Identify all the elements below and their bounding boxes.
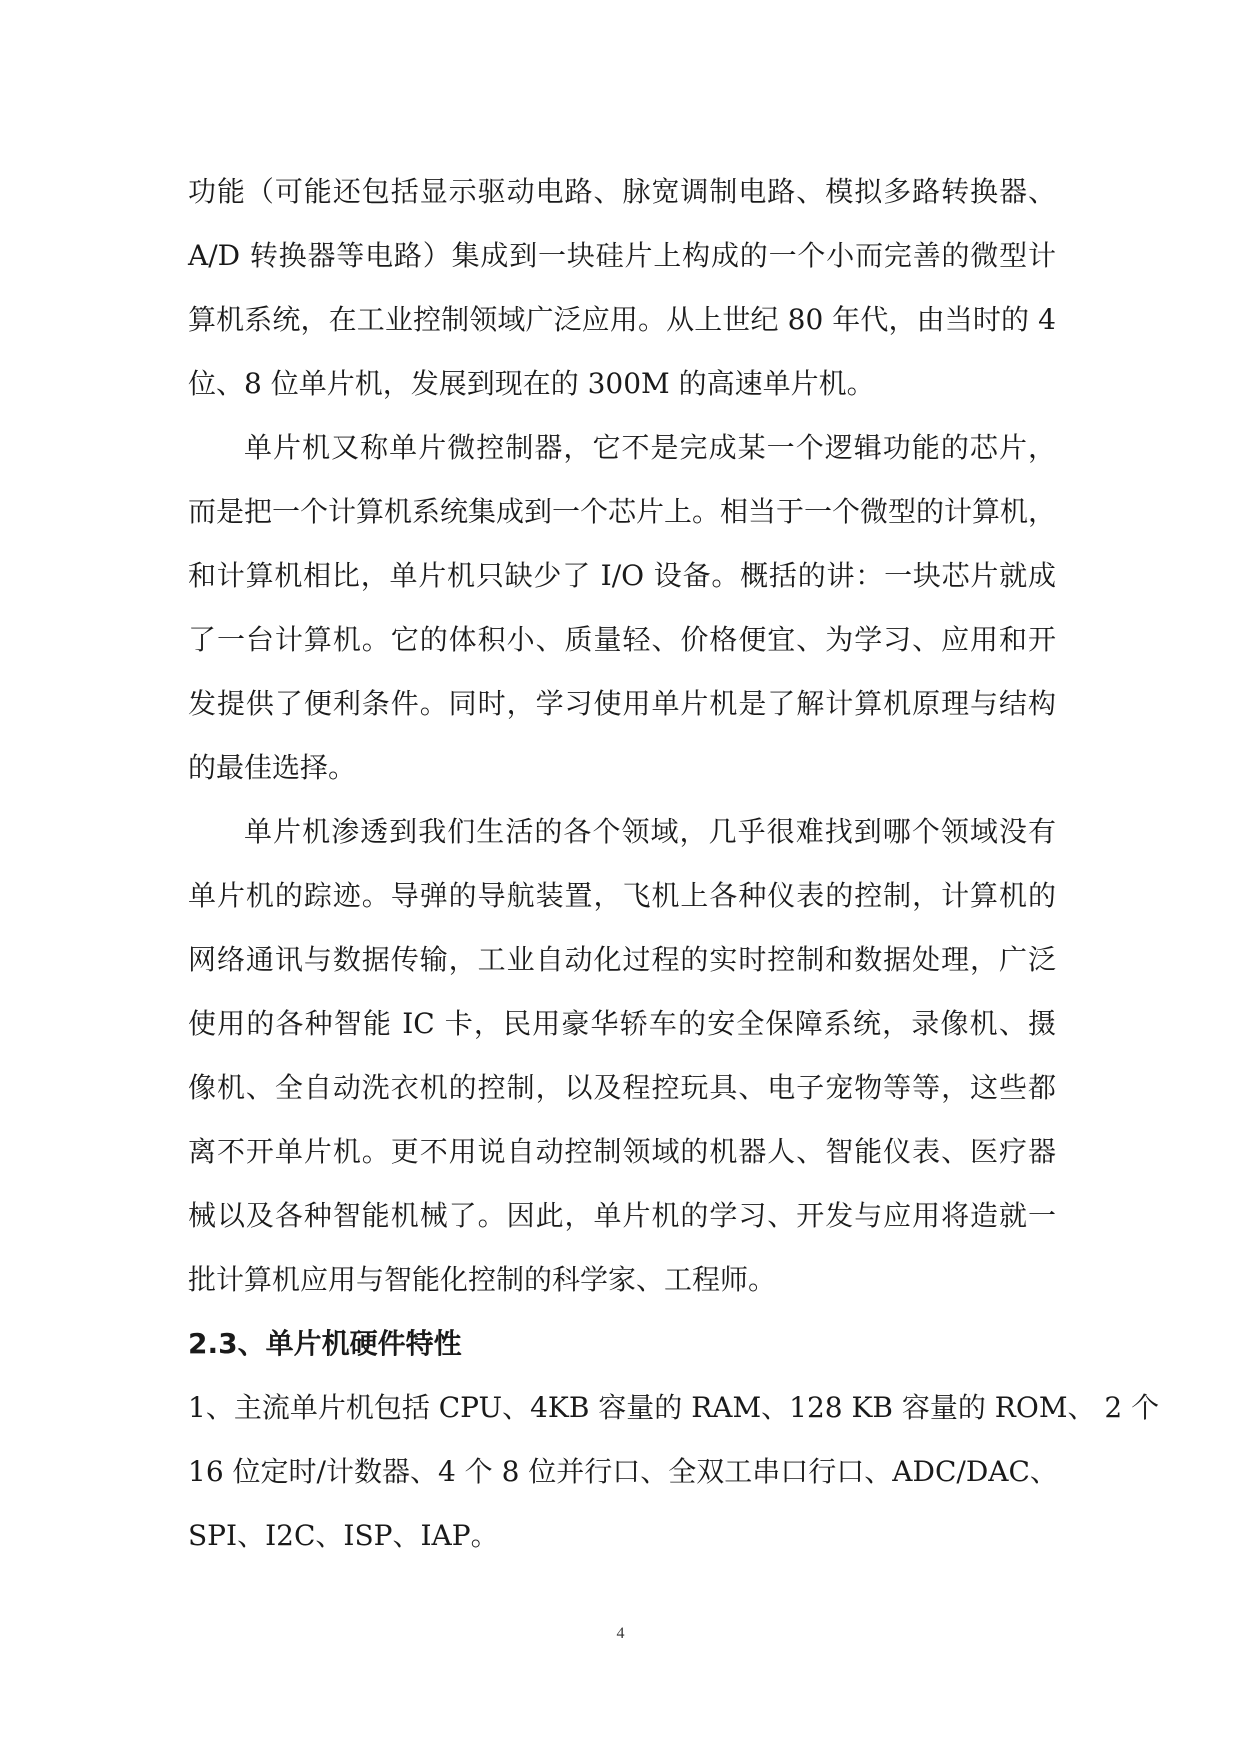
text-line: 的最佳选择。 <box>188 751 357 784</box>
paragraph-mcu-applications <box>188 800 1056 1312</box>
text-line: 和计算机相比，单片机只缺少了 I/O 设备。概括的讲：一块芯片就成 <box>188 559 1056 592</box>
text-line: 单片机又称单片微控制器，它不是完成某一个逻辑功能的芯片， <box>244 431 1056 464</box>
page-number: 4 <box>616 1625 625 1642</box>
text-line: 1、主流单片机包括 CPU、4KB 容量的 RAM、128 KB 容量的 ROM、 2 个 <box>188 1391 1160 1424</box>
section-heading: 2.3、单片机硬件特性 <box>188 1327 462 1360</box>
text-line: 16 位定时/计数器、4 个 8 位并行口、全双工串口行口、ADC/DAC、 <box>188 1455 1058 1488</box>
paragraph-mcu-definition <box>188 416 1056 800</box>
list-item <box>188 1376 1160 1568</box>
text-line: SPI、I2C、ISP、IAP。 <box>188 1519 499 1552</box>
text-line: 算机系统，在工业控制领域广泛应用。从上世纪 80 年代，由当时的 4 <box>188 303 1056 336</box>
text-line: 位、8 位单片机，发展到现在的 300M 的高速单片机。 <box>188 367 875 400</box>
text-line: 发提供了便利条件。同时，学习使用单片机是了解计算机原理与结构 <box>188 687 1056 720</box>
text-line: 械以及各种智能机械了。因此，单片机的学习、开发与应用将造就一 <box>188 1199 1056 1232</box>
text-line: 网络通讯与数据传输，工业自动化过程的实时控制和数据处理，广泛 <box>188 943 1056 976</box>
text-line: 了一台计算机。它的体积小、质量轻、价格便宜、为学习、应用和开 <box>188 623 1056 656</box>
page-content <box>188 160 1160 1568</box>
text-line: 离不开单片机。更不用说自动控制领域的机器人、智能仪表、医疗器 <box>188 1135 1056 1168</box>
text-line: 像机、全自动洗衣机的控制，以及程控玩具、电子宠物等等，这些都 <box>188 1071 1056 1104</box>
text-line: 批计算机应用与智能化控制的科学家、工程师。 <box>188 1263 777 1296</box>
text-line: 功能（可能还包括显示驱动电路、脉宽调制电路、模拟多路转换器、 <box>188 175 1056 208</box>
text-line: 而是把一个计算机系统集成到一个芯片上。相当于一个微型的计算机， <box>188 495 1057 528</box>
text-line: A/D 转换器等电路）集成到一块硅片上构成的一个小而完善的微型计 <box>188 239 1056 272</box>
paragraph-intro-continued <box>188 160 1056 416</box>
text-line: 使用的各种智能 IC 卡，民用豪华轿车的安全保障系统，录像机、摄 <box>188 1007 1056 1040</box>
text-line: 单片机的踪迹。导弹的导航装置，飞机上各种仪表的控制，计算机的 <box>188 879 1056 912</box>
text-line: 单片机渗透到我们生活的各个领域，几乎很难找到哪个领域没有 <box>244 815 1056 848</box>
